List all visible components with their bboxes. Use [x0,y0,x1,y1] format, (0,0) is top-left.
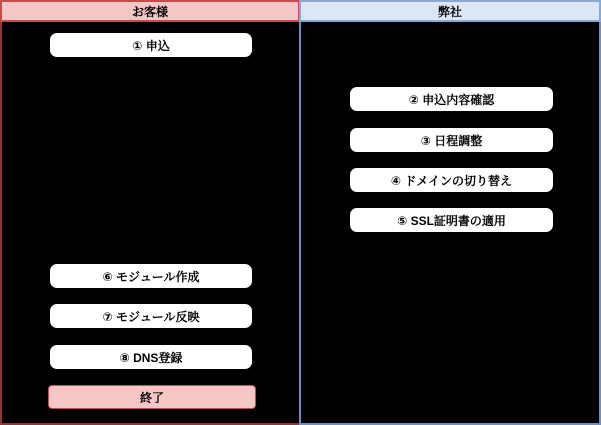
step-label: ④ ドメインの切り替え [390,173,513,188]
step-box-6-module-creation [50,264,252,288]
step-label: ⑥ モジュール作成 [102,269,200,284]
step-label: ⑦ モジュール反映 [102,309,200,324]
company-lane-header [299,0,601,22]
customer-lane-header [0,0,300,22]
step-box-3-schedule-adjustment [350,128,553,152]
company-lane-label: 弊社 [437,4,462,19]
end-box [48,385,256,409]
end-label: 終了 [139,390,164,405]
step-box-7-module-apply [50,304,252,328]
step-label: ⑤ SSL証明書の適用 [397,213,506,228]
step-label: ② 申込内容確認 [408,92,495,107]
step-box-8-dns-registration [50,345,252,369]
step-box-2-application-check [350,87,553,111]
customer-lane-label: お客様 [131,4,168,19]
step-label: ① 申込 [132,38,170,53]
step-box-5-ssl-certificate [350,208,553,232]
step-label: ③ 日程調整 [420,133,483,148]
step-box-4-domain-switch [350,168,553,192]
step-label: ⑧ DNS登録 [119,350,183,365]
step-box-1-application [50,33,252,57]
